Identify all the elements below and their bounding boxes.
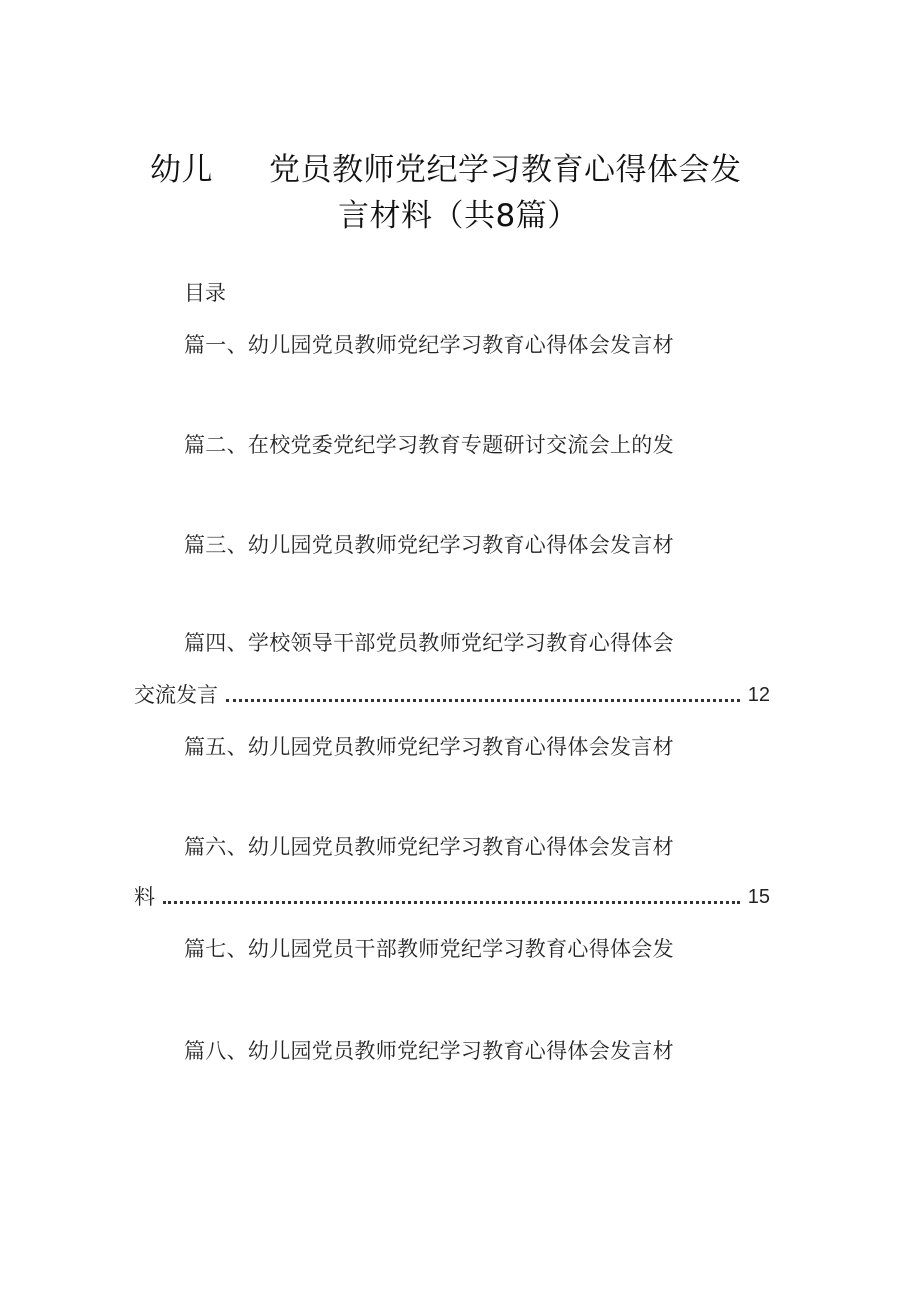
toc-entry-6[interactable]: 篇六、幼儿园党员教师党纪学习教育心得体会发言材	[184, 835, 674, 859]
toc-entry-4-page-number: 12	[747, 684, 770, 706]
toc-entry-4-leader[interactable]	[134, 680, 770, 710]
toc-entry-1[interactable]: 篇一、幼儿园党员教师党纪学习教育心得体会发言材	[184, 333, 674, 357]
toc-entry-6-continuation: 料	[134, 885, 155, 909]
toc-entry-6-page-number: 15	[747, 886, 770, 908]
dot-leader	[226, 699, 740, 702]
document-title-line2: 言材料（共8篇）	[338, 198, 579, 234]
title-part2: 党员教师党纪学习教育心得体会发	[269, 152, 742, 188]
toc-entry-7[interactable]: 篇七、幼儿园党员干部教师党纪学习教育心得体会发	[184, 937, 674, 961]
toc-entry-4[interactable]: 篇四、学校领导干部党员教师党纪学习教育心得体会	[184, 631, 674, 655]
toc-heading: 目录	[184, 281, 226, 305]
title-part1: 幼儿	[150, 152, 213, 188]
dot-leader	[163, 901, 740, 904]
toc-entry-5[interactable]: 篇五、幼儿园党员教师党纪学习教育心得体会发言材	[184, 735, 674, 759]
toc-entry-2[interactable]: 篇二、在校党委党纪学习教育专题研讨交流会上的发	[184, 433, 674, 457]
toc-entry-4-continuation: 交流发言	[134, 683, 218, 707]
document-title-line1	[150, 150, 742, 190]
toc-entry-3[interactable]: 篇三、幼儿园党员教师党纪学习教育心得体会发言材	[184, 533, 674, 557]
toc-entry-8[interactable]: 篇八、幼儿园党员教师党纪学习教育心得体会发言材	[184, 1039, 674, 1063]
toc-entry-6-leader[interactable]	[134, 882, 770, 912]
